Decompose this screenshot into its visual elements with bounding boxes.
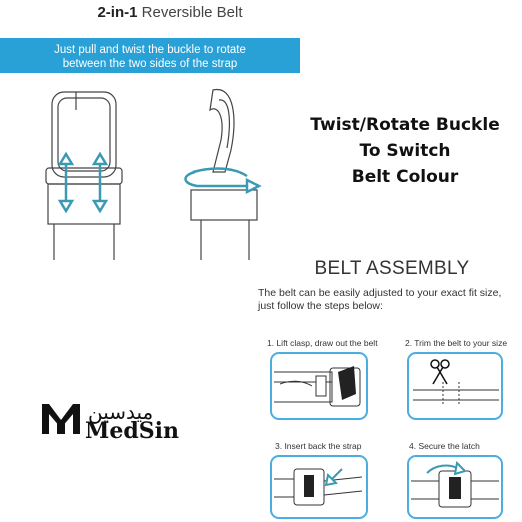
- assembly-desc-line-2: just follow the steps below:: [258, 300, 383, 312]
- medsin-logo-mark: [40, 400, 84, 438]
- assembly-desc-line-1: The belt can be easily adjusted to your exact fit size,: [258, 287, 502, 299]
- step-3-panel: [270, 455, 368, 519]
- twist-caption-line-2: To Switch: [359, 141, 451, 161]
- banner-line-1: Just pull and twist the buckle to rotate: [54, 44, 246, 56]
- page-title: 2-in-1 Reversible Belt: [97, 4, 243, 21]
- buckle-rotating-illustration: [175, 80, 275, 265]
- step-2-illustration: [409, 354, 501, 418]
- step-4-panel: [407, 455, 503, 519]
- assembly-title: BELT ASSEMBLY: [314, 258, 470, 279]
- step-2-label: 2. Trim the belt to your size: [405, 338, 508, 348]
- step-4-label: 4. Secure the latch: [409, 441, 480, 451]
- brand-latin-name: MedSin: [85, 418, 179, 444]
- step-1-label: 1. Lift clasp, draw out the belt: [267, 338, 378, 348]
- assembly-description: [258, 287, 520, 313]
- step-3-illustration: [272, 457, 366, 517]
- step-4-illustration: [409, 457, 501, 517]
- step-1-panel: [270, 352, 368, 420]
- step-3-label: 3. Insert back the strap: [275, 441, 362, 451]
- scissors-icon: [431, 360, 449, 384]
- step-2-panel: [407, 352, 503, 420]
- twist-caption-line-1: Twist/Rotate Buckle: [310, 115, 500, 135]
- twist-caption: [305, 112, 505, 190]
- brand-arabic-name: ميدسين: [88, 400, 154, 424]
- banner-line-2: between the two sides of the strap: [62, 58, 238, 70]
- twist-caption-line-3: Belt Colour: [351, 167, 459, 187]
- instruction-banner: [0, 38, 300, 73]
- step-1-illustration: [272, 354, 366, 418]
- buckle-straight-illustration: [40, 80, 140, 265]
